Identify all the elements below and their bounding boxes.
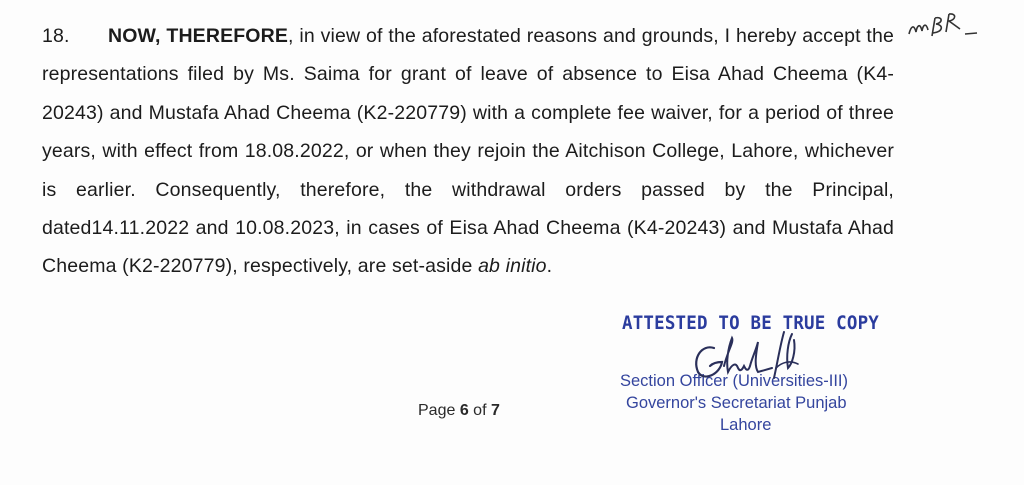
- stamp-designation: Section Officer (Universities-III): [620, 372, 849, 390]
- page-current: 6: [459, 402, 469, 419]
- handwritten-initials: [905, 4, 1005, 44]
- paragraph-lead: NOW, THEREFORE: [108, 25, 288, 47]
- paragraph-body: , in view of the aforestated reasons and grounds, I hereby accept the representations filed by Ms. Saima for grant of leave of absence to Eisa Ahad Cheema (K4-20243) and Mustafa Ahad Cheema (K2-220779) with a complete fee waiver, for a period of three years, with effect from 18.08.2022, or when they rejoin the Aitchison College, Lahore, whichever is earlier. Consequently, therefore, the withdrawal orders passed by the Principal, dated14.11.2022 and 10.08.2023, in cases of Eisa Ahad Cheema (K4-20243) and Mustafa Ahad Cheema (K2-220779), respectively, are set-aside: [42, 25, 894, 278]
- paragraph-italic-tail: ab initio: [478, 255, 547, 278]
- paragraph-end: .: [546, 255, 553, 278]
- page-total: 7: [490, 402, 500, 419]
- order-paragraph: [42, 17, 894, 286]
- paragraph-number: 18.: [42, 25, 70, 47]
- stamp-title: ATTESTED TO BE TRUE COPY: [622, 312, 879, 334]
- stamp-office: Governor's Secretariat Punjab: [626, 394, 847, 412]
- stamp-city: Lahore: [720, 416, 772, 434]
- signature: [680, 328, 830, 388]
- page-number: Page 6 of 7: [418, 402, 500, 419]
